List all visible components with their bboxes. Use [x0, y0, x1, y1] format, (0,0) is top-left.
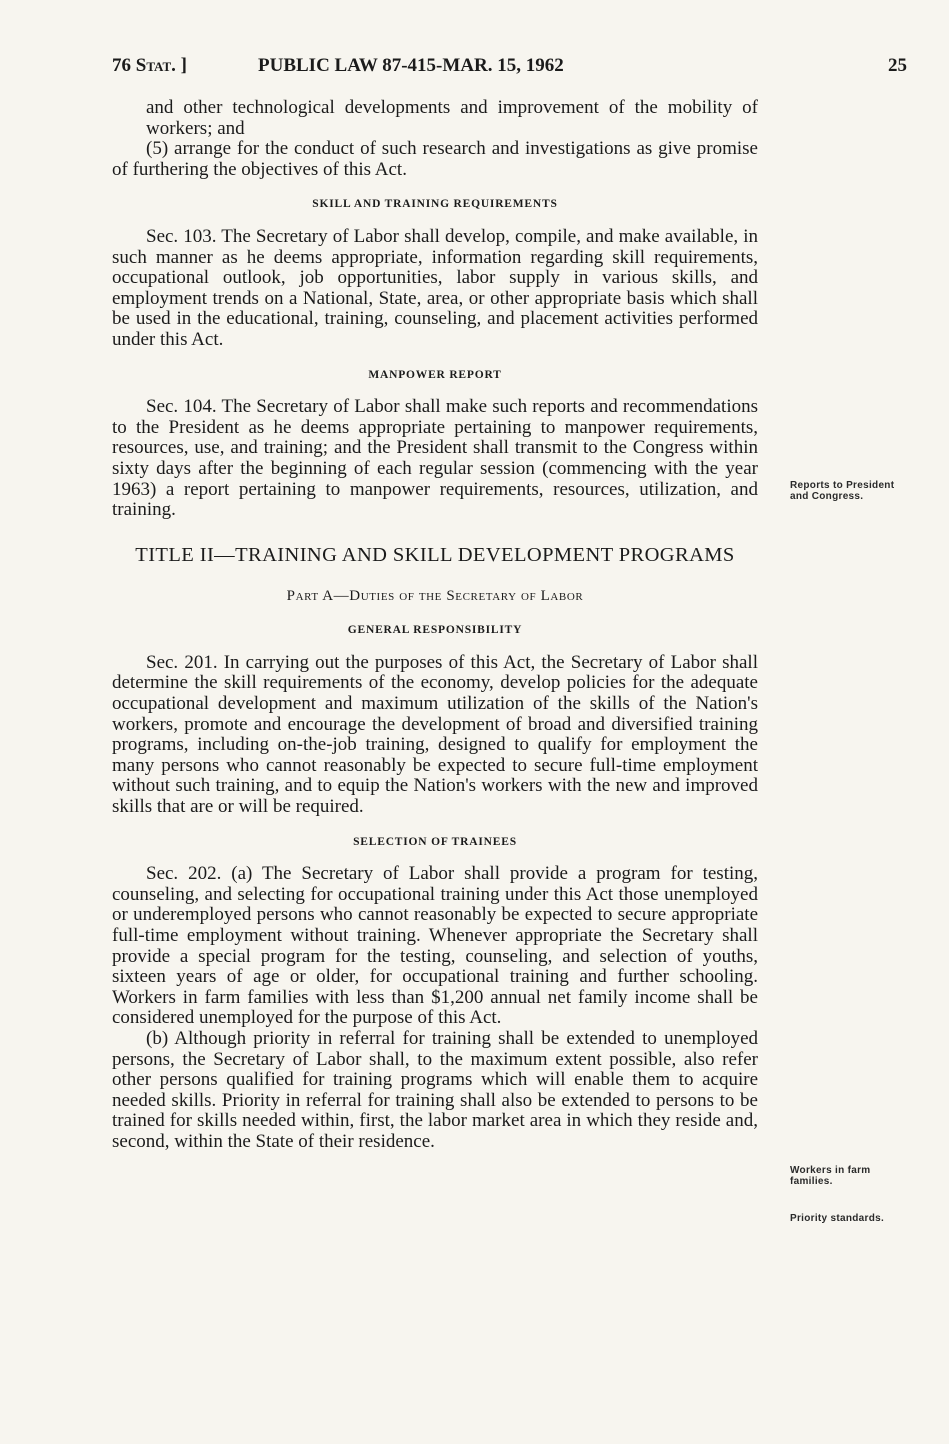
law-title: PUBLIC LAW 87-415-MAR. 15, 1962 [258, 55, 564, 76]
paragraph-sec-104: Sec. 104. The Secretary of Labor shall make such reports and recommendations to the President as he deems appropriate pertaining to manpower requirements, resources, use, and training; and the President shall transmit to the Congress within sixty days after the beginning of each regular session (commencing with the year 1963) a report pertaining to manpower requirements, resources, utilization, and training. [112, 396, 758, 521]
page-number: 25 [888, 55, 907, 76]
margin-note-reports: Reports to President and Congress. [790, 480, 895, 502]
section-heading-skill: SKILL AND TRAINING REQUIREMENTS [312, 198, 558, 211]
section-heading-manpower: MANPOWER REPORT [368, 368, 502, 381]
section-heading-selection: SELECTION OF TRAINEES [353, 835, 517, 848]
paragraph-intro-1: and other technological developments and improvement of the mobility of workers; and [146, 97, 758, 139]
paragraph-sec-202-b: (b) Although priority in referral for training shall be extended to unemployed persons, the Secretary of Labor shall, to the maximum extent possible, also refer other persons qualified for training programs which will enable them to acquire needed skills. Priority in referral for training shall also be extended to persons to be trained for skills needed within, first, the labor market area in which they reside and, second, within the State of their residence. [112, 1027, 758, 1152]
paragraph-sec-201: Sec. 201. In carrying out the purposes of this Act, the Secretary of Labor shall determine the skill requirements of the economy, develop policies for the adequate occupational development and maximum utilization of the skills of the Nation's workers, promote and encourage the development of broad and diversified training programs, including on-the-job training, designed to qualify for employment the many persons who cannot reasonably be expected to secure full-time employment without such training, and to equip the Nation's workers with the new and improved skills that are or will be required. [112, 651, 758, 818]
statute-reference: 76 Stat. ] [112, 55, 187, 76]
page-header [112, 55, 907, 79]
paragraph-sec-202-a: Sec. 202. (a) The Secretary of Labor shall provide a program for testing, counseling, and selecting for occupational training under this Act those unemployed or underemployed persons who cannot reasonably be expected to secure appropriate full-time employment without training. Whenever appropriate the Secretary shall provide a special program for the testing, counseling, and selection of youths, sixteen years of age or older, for occupational training and further schooling. Workers in farm families with less than $1,200 annual net family income shall be considered unemployed for the purpose of this Act. [112, 863, 758, 1029]
document-body [112, 98, 758, 1153]
title-ii-heading: TITLE II—TRAINING AND SKILL DEVELOPMENT PROGRAMS [135, 543, 735, 566]
paragraph-intro-2: (5) arrange for the conduct of such research and investigations as give promise of furthering the objectives of this Act. [112, 138, 758, 180]
margin-note-workers: Workers in farm families. [790, 1165, 871, 1187]
margin-note-priority: Priority standards. [790, 1213, 885, 1224]
section-heading-general: GENERAL RESPONSIBILITY [347, 624, 523, 637]
paragraph-sec-103: Sec. 103. The Secretary of Labor shall develop, compile, and make available, in such manner as he deems appropriate, information regarding skill requirements, occupational outlook, job opportunities, labor supply in various skills, and employment trends on a National, State, area, or other appropriate basis which shall be used in the educational, training, counseling, and placement activities performed under this Act. [112, 225, 758, 350]
part-a-heading: Part A—Duties of the Secretary of Labor [286, 587, 584, 604]
